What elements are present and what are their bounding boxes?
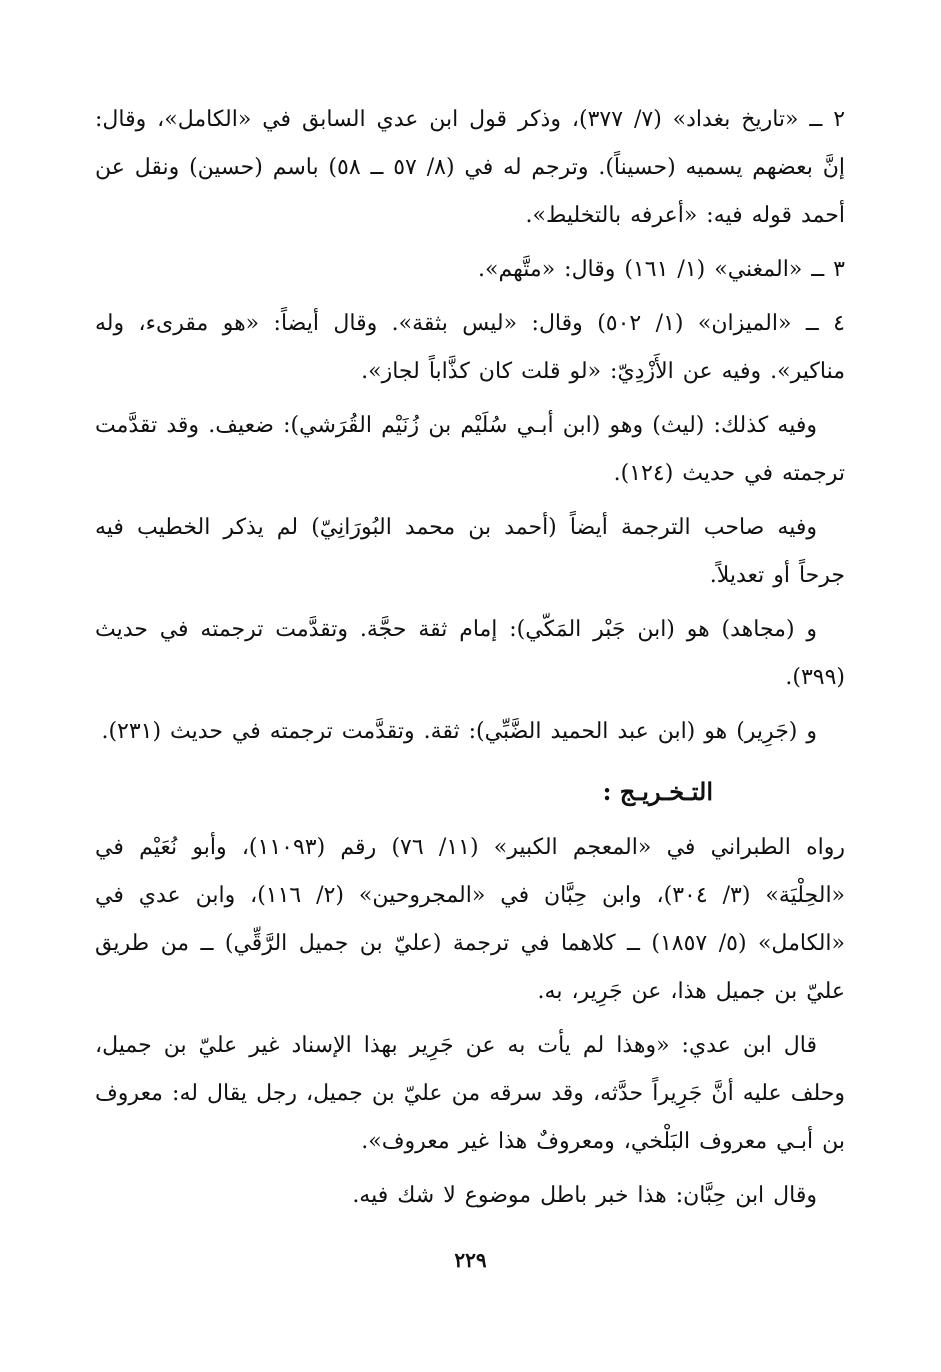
takhrij-paragraph: قال ابن عدي: «وهذا لم يأت به عن جَرِير بهذا الإسناد غير عليّ بن جميل، وحلف عليه أنَّ جَرِيراً حدَّثه، وقد سرقه من عليّ بن جميل، رجل يقال له: معروف بن أبـي معروف البَلْخي، ومعروفٌ هذا غير معروف». (95, 1033, 845, 1154)
narrator-layth: وفيه كذلك: (ليث) وهو (ابن أبـي سُلَيْم بن زُنَيْم القُرَشي): ضعيف. وقد تقدَّمت ترجمته في حديث (١٢٤). (95, 413, 845, 486)
footnote-4: ٤ ــ «الميزان» (١/ ٥٠٢) وقال: «ليس بثقة». وقال أيضاً: «هو مقرىء، وله مناكير». وفيه عن الأَزْدِيّ: «لو قلت كان كذَّاباً لجاز». (95, 311, 845, 384)
takhrij-paragraph: وقال ابن حِبَّان: هذا خبر باطل موضوع لا شك فيه. (352, 1183, 817, 1208)
footnote-2: ٢ ــ «تاريخ بغداد» (٧/ ٣٧٧)، وذكر قول ابن عدي السابق في «الكامل»، وقال: إنَّ بعضهم يسميه (حسيناً). وترجم له في (٨/ ٥٧ ــ ٥٨) باسم (حسين) ونقل عن أحمد قوله فيه: «أعرفه بالتخليط». (95, 107, 846, 228)
section-title-takhrij: التـخـريـج : (602, 777, 713, 806)
page-number: ٢٢٩ (454, 1248, 487, 1272)
narrator-mujahid: و (مجاهد) هو (ابن جَبْر المَكّي): إمام ثقة حجَّة. وتقدَّمت ترجمته في حديث (٣٩٩). (95, 617, 845, 690)
page-body (95, 96, 845, 1226)
narrator-ahmad: وفيه صاحب الترجمة أيضاً (أحمد بن محمد البُورَانِيّ) لم يذكر الخطيب فيه جرحاً أو تعديلاً. (95, 515, 845, 588)
narrator-jarir: و (جَرِير) هو (ابن عبد الحميد الضَّبِّي): ثقة. وتقدَّمت ترجمته في حديث (٢٣١). (101, 719, 817, 744)
footnote-3: ٣ ــ «المغني» (١/ ١٦١) وقال: «متَّهم». (478, 257, 845, 282)
takhrij-paragraph: رواه الطبراني في «المعجم الكبير» (١١/ ٧٦) رقم (١١٠٩٣)، وأبو نُعَيْم في «الحِلْيَة» (٣/ ٣٠٤)، وابن حِبَّان في «المجروحين» (٢/ ١١٦)، وابن عدي في «الكامل» (٥/ ١٨٥٧) ــ كلاهما في ترجمة (عليّ بن جميل الرَّقِّي) ــ من طريق عليّ بن جميل هذا، عن جَرِير، به. (95, 835, 846, 1004)
